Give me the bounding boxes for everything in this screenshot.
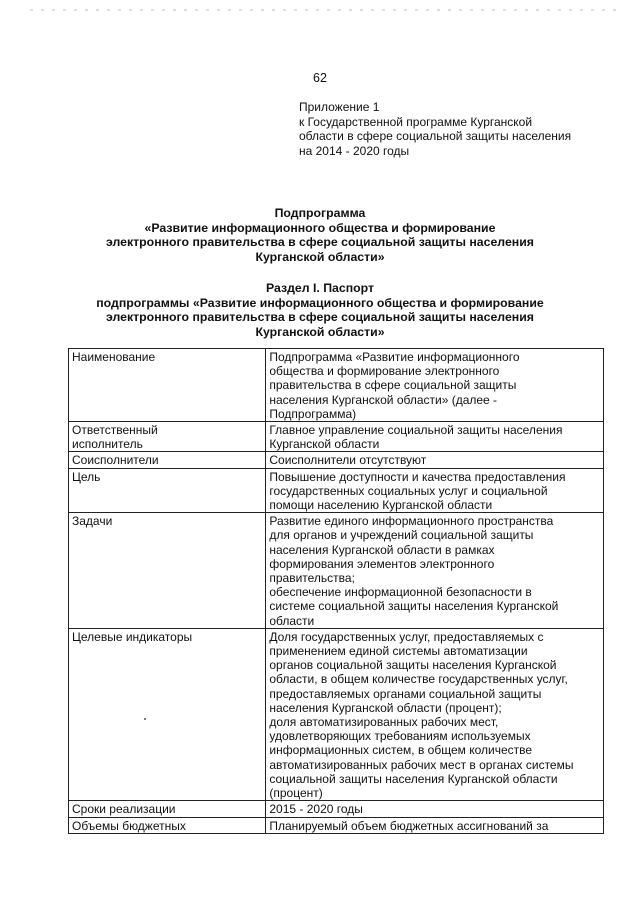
subprogram-title-line: электронного правительства в сфере социальной защиты населения [106,235,534,250]
passport-field-value [266,801,604,817]
appendix-note [299,100,619,158]
field-value-line: населения Курганской области в рамках [269,542,495,557]
passport-field-name [69,801,266,817]
field-value-line: Доля государственных услуг, предоставляемых с [269,629,544,644]
passport-field-value [266,422,604,452]
passport-field-value [266,349,604,422]
field-name-line: Задачи [72,514,113,529]
field-name-line: Целевые индикаторы [72,629,193,644]
field-value-line: органов социальной защиты населения Курганской [269,658,557,673]
field-value-line: для органов и учреждений социальной защиты [269,528,534,543]
appendix-line: к Государственной программе Курганской [299,114,533,129]
field-value-line: Повышение доступности и качества предоставления [269,469,566,484]
field-value-line: информационных систем, в общем количестве [269,743,533,758]
field-value-line: правительства; [269,571,355,586]
passport-field-value [266,468,604,513]
subprogram-title-line: «Развитие информационного общества и формирование [144,220,496,235]
field-value-line: применением единой системы автоматизации [269,644,528,659]
field-value-line: Подпрограмма «Развитие информационного [269,350,520,364]
field-value-line: общества и формирование электронного [269,364,500,379]
field-value-line: Курганской области [269,437,380,452]
section-title-line: электронного правительства в сфере социальной защиты населения [106,310,534,325]
subprogram-title-line: Курганской области» [255,249,385,264]
passport-row [69,422,604,452]
field-value-line: системе социальной защиты населения Курганской [269,599,559,614]
field-value-line: социальной защиты населения Курганской области [269,771,558,786]
passport-row [69,468,604,513]
field-value-line: правительства в сфере социальной защиты [269,378,517,393]
field-name-line: Соисполнители [72,453,159,468]
field-value-line: населения Курганской области (процент); [269,700,502,715]
subprogram-title [0,206,640,264]
section-title [0,281,640,339]
field-value-line: Развитие единого информационного пространства [269,514,554,529]
field-value-line: обеспечение информационной безопасности в [269,585,532,600]
passport-row [69,513,604,629]
passport-row [69,452,604,468]
field-value-line: удовлетворяющих требованиям используемых [269,729,531,744]
passport-row [69,628,604,800]
passport-field-value [266,513,604,629]
appendix-line: Приложение 1 [299,100,380,114]
scan-artifact [30,9,620,11]
passport-field-value [266,817,604,833]
field-value-line: государственных социальных услуг и социальной [269,483,548,498]
field-value-line: предоставляемых органами социальной защиты [269,686,542,701]
passport-field-name [69,349,266,422]
appendix-line: на 2014 - 2020 годы [299,143,410,158]
subprogram-title-line: Подпрограмма [274,206,366,220]
passport-table [68,348,604,834]
field-value-line: 2015 - 2020 годы [269,802,363,817]
field-value-line: Подпрограмма) [269,406,357,421]
passport-field-name [69,422,266,452]
passport-field-name [69,452,266,468]
field-value-line: автоматизированных рабочих мест в органах системы [269,757,574,772]
section-title-line: Раздел I. Паспорт [265,281,375,295]
field-value-line: Планируемый объем бюджетных ассигнований за [269,818,549,833]
passport-row [69,817,604,833]
field-value-line: области [269,613,315,628]
passport-row [69,349,604,422]
field-value-line: области, в общем количестве государственных услуг, [269,672,568,687]
scan-speck [144,718,146,720]
passport-field-value [266,628,604,800]
section-title-line: Курганской области» [255,324,385,339]
appendix-line: области в сфере социальной защиты населения [299,129,572,143]
field-value-line: доля автоматизированных рабочих мест, [269,715,499,730]
passport-field-value [266,452,604,468]
passport-row [69,801,604,817]
field-name-line: Объемы бюджетных [72,818,186,833]
passport-field-name [69,628,266,800]
field-name-line: Сроки реализации [72,802,176,817]
field-value-line: населения Курганской области» (далее - [269,392,498,407]
section-title-line: подпрограммы «Развитие информационного общества и формирование [96,295,544,310]
passport-field-name [69,468,266,513]
field-name-line: исполнитель [72,437,143,452]
field-name-line: Ответственный [72,423,158,438]
field-value-line: (процент) [269,786,323,801]
field-value-line: формирования элементов электронного [269,556,495,571]
passport-field-name [69,817,266,833]
field-value-line: помощи населению Курганской области [269,498,493,513]
field-name-line: Наименование [72,350,156,364]
field-value-line: Соисполнители отсутствуют [269,453,427,468]
passport-field-name [69,513,266,629]
page-number: 62 [313,71,327,85]
field-value-line: Главное управление социальной защиты населения [269,423,563,438]
passport-table-body [69,349,604,834]
field-name-line: Цель [72,469,101,484]
